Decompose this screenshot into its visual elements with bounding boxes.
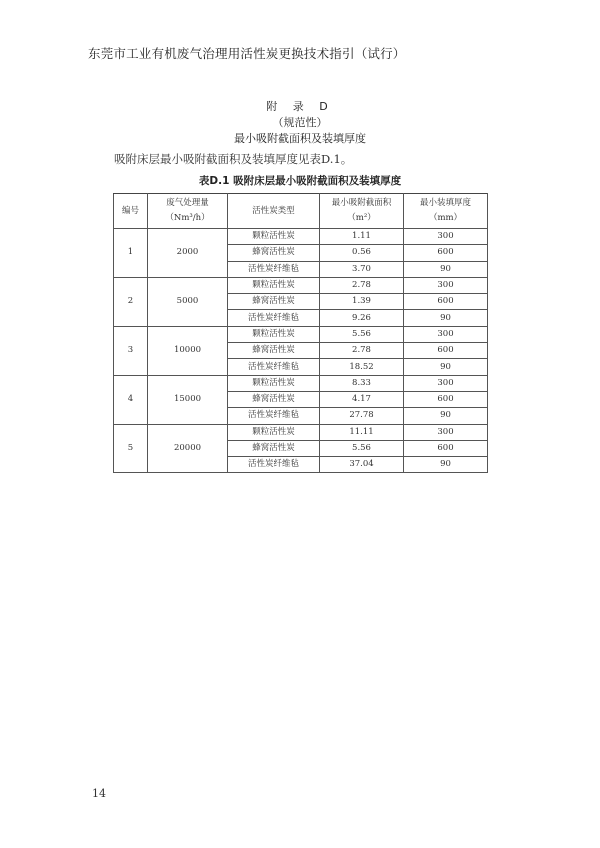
appendix-heading: 最小吸附截面积及装填厚度 <box>234 132 366 145</box>
col-header-area: 最小吸附截面积 （m²） <box>320 194 404 229</box>
cell-min-thickness: 600 <box>404 391 488 407</box>
cell-min-area: 8.33 <box>320 375 404 391</box>
col-header-thickness: 最小装填厚度 （mm） <box>404 194 488 229</box>
cell-min-thickness: 600 <box>404 245 488 261</box>
cell-min-thickness: 600 <box>404 343 488 359</box>
table-row <box>114 424 488 440</box>
table-row <box>114 326 488 342</box>
cell-min-area: 2.78 <box>320 343 404 359</box>
cell-carbon-type: 蜂窝活性炭 <box>228 440 320 456</box>
cell-flow: 10000 <box>148 326 228 375</box>
cell-flow: 15000 <box>148 375 228 424</box>
cell-min-thickness: 90 <box>404 261 488 277</box>
cell-carbon-type: 颗粒活性炭 <box>228 277 320 293</box>
cell-min-thickness: 300 <box>404 326 488 342</box>
cell-min-area: 0.56 <box>320 245 404 261</box>
cell-min-area: 3.70 <box>320 261 404 277</box>
cell-flow: 5000 <box>148 277 228 326</box>
cell-carbon-type: 颗粒活性炭 <box>228 424 320 440</box>
cell-min-thickness: 300 <box>404 424 488 440</box>
cell-flow: 20000 <box>148 424 228 473</box>
cell-id: 3 <box>114 326 148 375</box>
cell-min-area: 27.78 <box>320 408 404 424</box>
cell-min-thickness: 90 <box>404 359 488 375</box>
table-caption: 表D.1 吸附床层最小吸附截面积及装填厚度 <box>198 175 402 187</box>
col-header-type: 活性炭类型 <box>228 194 320 229</box>
cell-min-thickness: 600 <box>404 294 488 310</box>
cell-carbon-type: 颗粒活性炭 <box>228 375 320 391</box>
cell-min-area: 37.04 <box>320 457 404 473</box>
cell-min-area: 9.26 <box>320 310 404 326</box>
col-header-flow: 废气处理量 （Nm³/h） <box>148 194 228 229</box>
cell-min-area: 18.52 <box>320 359 404 375</box>
cell-min-area: 1.11 <box>320 229 404 245</box>
cell-min-thickness: 90 <box>404 408 488 424</box>
cell-min-area: 1.39 <box>320 294 404 310</box>
cell-carbon-type: 活性炭纤维毡 <box>228 359 320 375</box>
cell-min-thickness: 90 <box>404 457 488 473</box>
cell-carbon-type: 蜂窝活性炭 <box>228 343 320 359</box>
cell-carbon-type: 蜂窝活性炭 <box>228 245 320 261</box>
cell-carbon-type: 蜂窝活性炭 <box>228 294 320 310</box>
cell-min-area: 5.56 <box>320 440 404 456</box>
table-header-row <box>114 194 488 229</box>
running-header: 东莞市工业有机废气治理用活性炭更换技术指引（试行） <box>88 46 406 61</box>
cell-carbon-type: 颗粒活性炭 <box>228 326 320 342</box>
page-number: 14 <box>92 787 106 800</box>
table-row <box>114 277 488 293</box>
cell-carbon-type: 活性炭纤维毡 <box>228 457 320 473</box>
cell-carbon-type: 活性炭纤维毡 <box>228 310 320 326</box>
cell-min-area: 4.17 <box>320 391 404 407</box>
cell-id: 1 <box>114 229 148 278</box>
cell-carbon-type: 活性炭纤维毡 <box>228 408 320 424</box>
cell-carbon-type: 蜂窝活性炭 <box>228 391 320 407</box>
cell-min-area: 5.56 <box>320 326 404 342</box>
col-header-id: 编号 <box>114 194 148 229</box>
cell-id: 5 <box>114 424 148 473</box>
cell-carbon-type: 活性炭纤维毡 <box>228 261 320 277</box>
cell-min-thickness: 600 <box>404 440 488 456</box>
cell-min-thickness: 300 <box>404 229 488 245</box>
cell-min-thickness: 300 <box>404 277 488 293</box>
cell-flow: 2000 <box>148 229 228 278</box>
cell-min-thickness: 90 <box>404 310 488 326</box>
table-row <box>114 375 488 391</box>
cell-id: 4 <box>114 375 148 424</box>
appendix-type: （规范性） <box>272 116 328 129</box>
appendix-title: 附 录 D <box>266 100 334 113</box>
table-row <box>114 229 488 245</box>
adsorption-table <box>113 193 488 473</box>
cell-min-area: 11.11 <box>320 424 404 440</box>
cell-carbon-type: 颗粒活性炭 <box>228 229 320 245</box>
cell-min-area: 2.78 <box>320 277 404 293</box>
cell-min-thickness: 300 <box>404 375 488 391</box>
cell-id: 2 <box>114 277 148 326</box>
intro-paragraph: 吸附床层最小吸附截面积及装填厚度见表D.1。 <box>114 152 353 166</box>
